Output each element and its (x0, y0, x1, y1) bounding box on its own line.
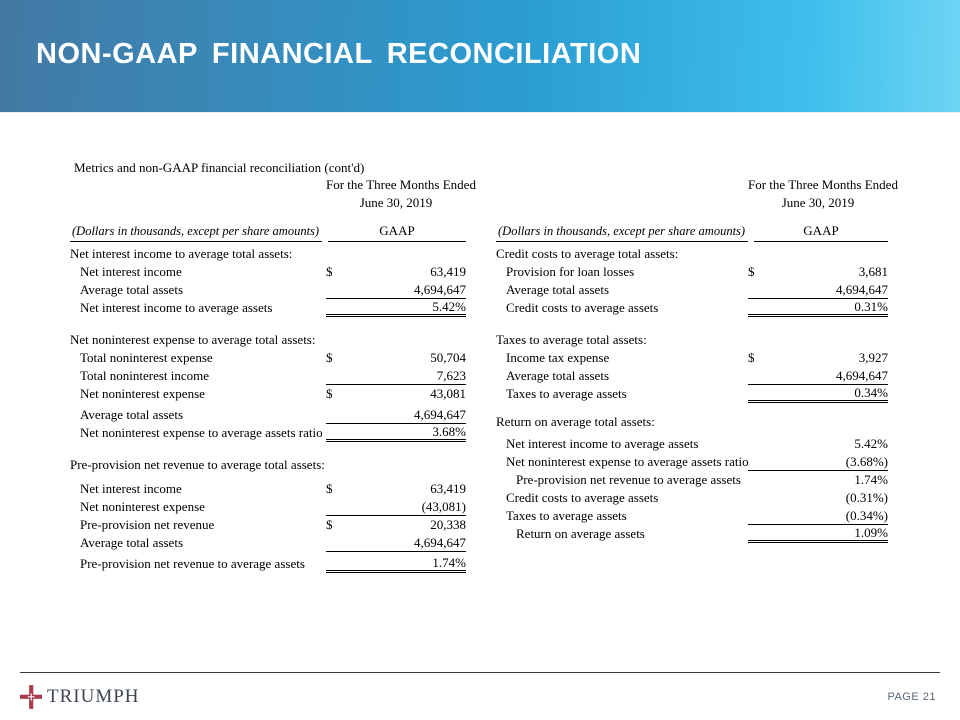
currency-symbol: $ (326, 517, 333, 532)
row-label: Average total assets (80, 535, 183, 550)
data-row (496, 507, 888, 525)
period-line1: For the Three Months Ended (748, 177, 898, 192)
gaap-column-header: GAAP (328, 222, 466, 242)
amount: 43,081 (430, 386, 466, 401)
reconciliation-table-right (496, 176, 898, 543)
amount: 4,694,647 (414, 281, 466, 297)
row-label: Return on average assets (516, 526, 645, 541)
slide-title: NON-GAAP FINANCIAL RECONCILIATION (36, 38, 642, 70)
row-label: Total noninterest income (80, 368, 210, 383)
data-row (496, 367, 888, 385)
row-value-cell (326, 299, 466, 317)
row-spacer (70, 317, 466, 331)
section-header-row (70, 456, 466, 474)
row-value-cell (748, 299, 888, 317)
row-spacer (70, 442, 466, 456)
row-label: Income tax expense (506, 350, 610, 365)
row-label: Pre-provision net revenue to average assets (516, 472, 741, 487)
amount: 0.34% (854, 384, 888, 400)
section-label: Return on average total assets: (496, 414, 655, 429)
row-label: Pre-provision net revenue to average assets (80, 556, 305, 571)
amount: 50,704 (430, 350, 466, 365)
currency-symbol: $ (326, 481, 333, 496)
period-line2: June 30, 2019 (359, 195, 433, 210)
data-row (70, 367, 466, 385)
table-rows (496, 242, 888, 543)
data-row (70, 534, 466, 552)
section-header-row (70, 245, 466, 263)
data-row (70, 263, 466, 281)
data-row (496, 489, 888, 507)
row-label: Net interest income to average assets (506, 436, 699, 451)
row-label: Average total assets (80, 282, 183, 297)
data-row (496, 525, 888, 543)
data-row (70, 349, 466, 367)
data-row (496, 385, 888, 403)
row-value-cell (748, 263, 888, 281)
amount: 7,623 (436, 367, 466, 383)
row-value-cell (748, 385, 888, 403)
column-header-row (70, 222, 466, 242)
currency-symbol: $ (748, 264, 755, 279)
period-line1: For the Three Months Ended (326, 177, 476, 192)
table-rows (70, 242, 466, 573)
row-label: Average total assets (80, 407, 183, 422)
row-label: Net noninterest expense to average assets ratio (80, 425, 323, 440)
row-value-cell (326, 406, 466, 424)
section-label: Net noninterest expense to average total assets: (70, 332, 316, 347)
triumph-cross-icon (20, 685, 42, 709)
amount: (3.68%) (845, 453, 888, 469)
row-label: Credit costs to average assets (506, 490, 659, 505)
row-value-cell (748, 413, 888, 431)
dollars-note: (Dollars in thousands, except per share amounts) (496, 222, 748, 242)
period-header (748, 176, 898, 212)
row-value-cell (326, 424, 466, 442)
row-value-cell (748, 331, 888, 349)
data-row (496, 471, 888, 489)
table-intro-note: Metrics and non-GAAP financial reconciliation (cont'd) (74, 160, 365, 175)
amount: 1.74% (854, 472, 888, 487)
company-logo (20, 685, 140, 709)
section-label: Net interest income to average total assets: (70, 246, 293, 261)
row-label: Total noninterest expense (80, 350, 213, 365)
data-row (496, 453, 888, 471)
currency-symbol: $ (326, 386, 333, 401)
slide-header-band (0, 0, 960, 112)
row-label: Net noninterest expense (80, 386, 205, 401)
data-row (70, 555, 466, 573)
amount: 4,694,647 (414, 534, 466, 550)
row-value-cell (326, 456, 466, 474)
row-value-cell (748, 281, 888, 299)
logo-wordmark: TRIUMPH (47, 686, 140, 707)
amount: (43,081) (421, 498, 466, 514)
page-number: PAGE 21 (887, 691, 936, 703)
data-row (70, 299, 466, 317)
amount: 4,694,647 (836, 367, 888, 383)
section-header-row (496, 413, 888, 431)
row-value-cell (748, 245, 888, 263)
amount: 63,419 (430, 264, 466, 279)
row-value-cell (326, 245, 466, 263)
currency-symbol: $ (748, 350, 755, 365)
row-label: Average total assets (506, 368, 609, 383)
row-value-cell (748, 489, 888, 507)
section-label: Pre-provision net revenue to average total assets: (70, 457, 325, 472)
row-label: Pre-provision net revenue (80, 517, 215, 532)
data-row (496, 281, 888, 299)
data-row (70, 516, 466, 534)
row-value-cell (326, 349, 466, 367)
row-value-cell (326, 263, 466, 281)
row-label: Credit costs to average assets (506, 300, 659, 315)
row-label: Taxes to average assets (506, 386, 627, 401)
data-row (70, 424, 466, 442)
amount: 3,681 (858, 264, 888, 279)
row-value-cell (748, 471, 888, 489)
row-value-cell (748, 367, 888, 385)
amount: 3,927 (858, 350, 888, 365)
row-value-cell (748, 435, 888, 453)
row-label: Net noninterest expense (80, 499, 205, 514)
row-value-cell (326, 281, 466, 299)
period-line2: June 30, 2019 (781, 195, 855, 210)
row-value-cell (748, 507, 888, 525)
data-row (496, 435, 888, 453)
row-spacer (496, 317, 888, 331)
row-spacer (496, 403, 888, 413)
section-label: Credit costs to average total assets: (496, 246, 679, 261)
data-row (70, 281, 466, 299)
row-value-cell (326, 480, 466, 498)
row-value-cell (326, 367, 466, 385)
row-label: Net interest income (80, 264, 182, 279)
row-label: Provision for loan losses (506, 264, 635, 279)
row-label: Taxes to average assets (506, 508, 627, 523)
currency-symbol: $ (326, 350, 333, 365)
column-header-row (496, 222, 888, 242)
data-row (496, 349, 888, 367)
row-value-cell (748, 525, 888, 543)
row-value-cell (326, 516, 466, 534)
row-value-cell (326, 385, 466, 403)
data-row (496, 263, 888, 281)
amount: 5.42% (854, 436, 888, 451)
row-value-cell (326, 331, 466, 349)
section-header-row (70, 331, 466, 349)
amount: 5.42% (432, 298, 466, 314)
data-row (70, 498, 466, 516)
amount: 1.74% (432, 554, 466, 570)
amount: (0.31%) (845, 490, 888, 505)
gaap-column-header: GAAP (754, 222, 888, 242)
row-value-cell (326, 555, 466, 573)
amount: 63,419 (430, 481, 466, 496)
data-row (70, 406, 466, 424)
row-label: Net noninterest expense to average assets ratio (506, 454, 749, 469)
amount: 0.31% (854, 298, 888, 314)
row-value-cell (748, 453, 888, 471)
section-header-row (496, 245, 888, 263)
section-header-row (496, 331, 888, 349)
amount: (0.34%) (845, 507, 888, 523)
row-value-cell (326, 534, 466, 552)
row-label: Net interest income to average assets (80, 300, 273, 315)
section-label: Taxes to average total assets: (496, 332, 647, 347)
row-value-cell (748, 349, 888, 367)
data-row (496, 299, 888, 317)
row-label: Average total assets (506, 282, 609, 297)
reconciliation-table-left (70, 176, 476, 573)
row-label: Net interest income (80, 481, 182, 496)
amount: 1.09% (854, 524, 888, 540)
currency-symbol: $ (326, 264, 333, 279)
period-header (326, 176, 476, 212)
amount: 4,694,647 (836, 281, 888, 297)
data-row (70, 480, 466, 498)
amount: 3.68% (432, 423, 466, 439)
amount: 20,338 (430, 517, 466, 532)
data-row (70, 385, 466, 403)
dollars-note: (Dollars in thousands, except per share amounts) (70, 222, 322, 242)
footer-divider (20, 672, 940, 673)
amount: 4,694,647 (414, 406, 466, 422)
row-value-cell (326, 498, 466, 516)
